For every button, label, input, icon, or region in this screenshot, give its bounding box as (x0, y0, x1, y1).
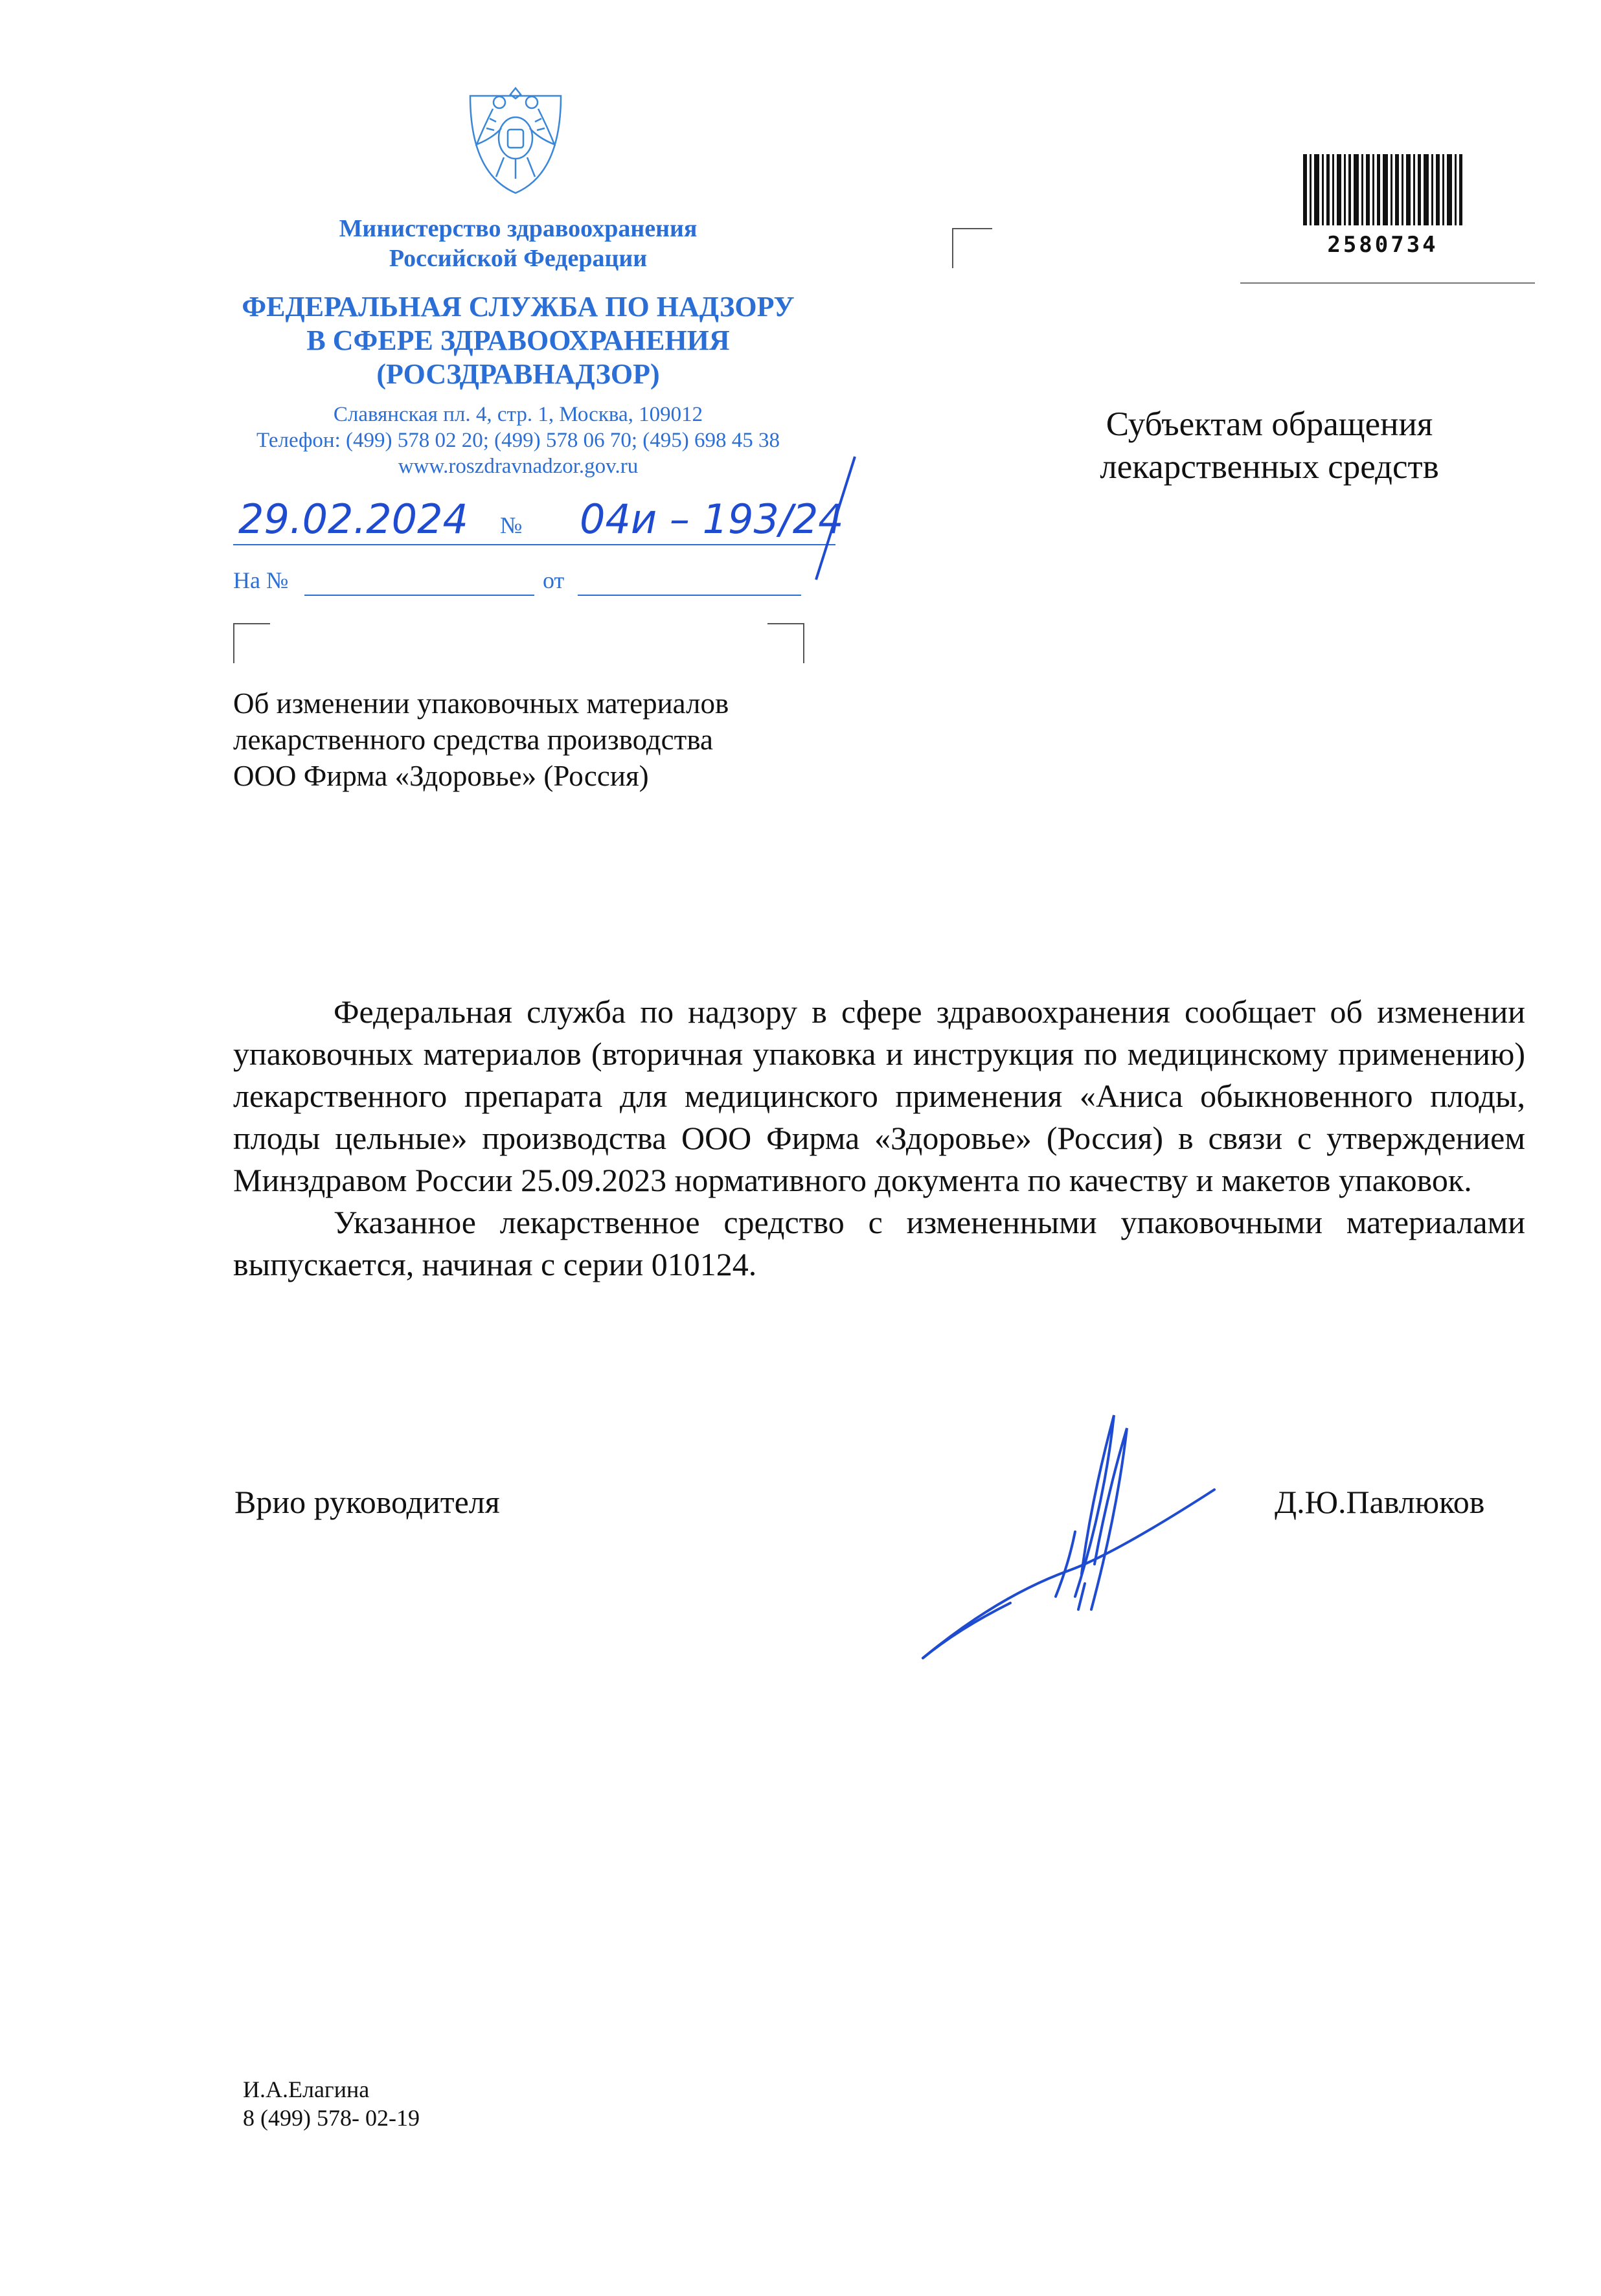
registration-number: 04и – 193/24 (580, 495, 844, 543)
ministry-name (194, 214, 842, 273)
double-headed-eagle-icon (464, 83, 567, 199)
subject-corner-left (233, 623, 270, 663)
service-line-2: В СФЕРЕ ЗДРАВООХРАНЕНИЯ (306, 324, 730, 356)
contact-block (194, 402, 842, 479)
from-underline (578, 595, 801, 596)
executor-block (243, 2075, 420, 2132)
coat-of-arms-emblem (464, 83, 567, 199)
corner-mark-top (952, 228, 992, 268)
service-name (194, 290, 842, 391)
reference-underline (304, 595, 534, 596)
service-line-3: (РОСЗДРАВНАДЗОР) (376, 358, 660, 390)
website: www.roszdravnadzor.gov.ru (398, 455, 639, 478)
letter-body (233, 991, 1525, 1286)
barcode-bars-icon (1302, 154, 1464, 225)
ministry-line-1: Министерство здравоохранения (339, 215, 698, 242)
signatory-position: Врио руководителя (234, 1484, 500, 1520)
barcode-number: 2580734 (1327, 232, 1438, 258)
recipient-line-1: Субъектам обращения (1106, 405, 1433, 443)
reference-label: На № (233, 567, 289, 593)
barcode (1302, 154, 1464, 225)
from-label: от (543, 567, 565, 593)
subject-line-2: лекарственного средства производства (233, 723, 713, 756)
signatory-name: Д.Ю.Павлюков (1275, 1484, 1485, 1520)
handwritten-signature (920, 1402, 1231, 1661)
body-paragraph-1: Федеральная служба по надзору в сфере здравоохранения сообщает об изменении упаковочных материалов (вторичная упаковка и инструкция по медицинскому применению) лекарственного препарата для медицинского применения «Аниса обыкновенного плоды, плоды цельные» производства ООО Фирма «Здоровье» (Россия) в связи с утверждением Минздравом России 25.09.2023 нормативного документа по качеству и макетов упаковок. (233, 994, 1525, 1198)
subject-line-1: Об изменении упаковочных материалов (233, 687, 729, 720)
phones: Телефон: (499) 578 02 20; (499) 578 06 70; (495) 698 45 38 (256, 429, 780, 452)
registration-underline (233, 544, 835, 545)
subject-line-3: ООО Фирма «Здоровье» (Россия) (233, 760, 649, 792)
executor-name: И.А.Елагина (243, 2076, 370, 2102)
recipient-line-2: лекарственных средств (1100, 448, 1439, 486)
handwritten-slash (810, 453, 861, 583)
recipient-block (1023, 403, 1516, 488)
body-paragraph-2: Указанное лекарственное средство с измененными упаковочными материалами выпускается, начиная с серии 010124. (233, 1204, 1525, 1282)
signature-stroke-icon (920, 1402, 1231, 1661)
subject-block (233, 685, 881, 794)
barcode-underline (1240, 282, 1535, 284)
number-label: № (500, 512, 523, 538)
service-line-1: ФЕДЕРАЛЬНАЯ СЛУЖБА ПО НАДЗОРУ (242, 291, 795, 323)
registration-date: 29.02.2024 (238, 495, 468, 543)
slash-stroke-icon (810, 453, 861, 583)
executor-phone: 8 (499) 578- 02-19 (243, 2105, 420, 2131)
address: Славянская пл. 4, стр. 1, Москва, 109012 (333, 403, 703, 426)
subject-corner-right (767, 623, 804, 663)
ministry-line-2: Российской Федерации (389, 245, 648, 272)
